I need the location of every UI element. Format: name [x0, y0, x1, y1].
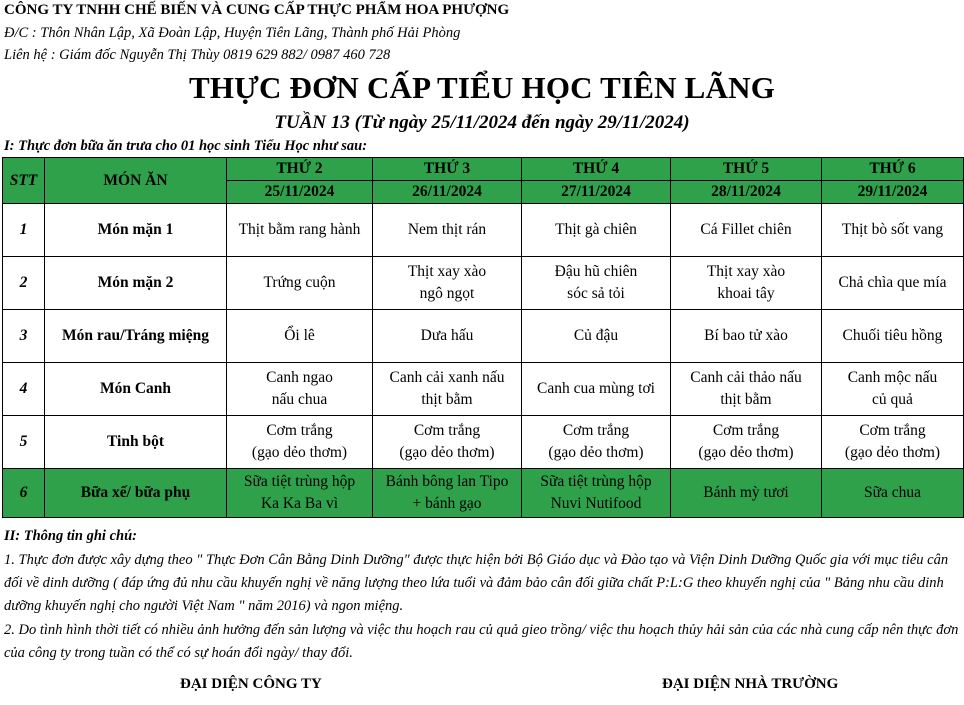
school-representative: ĐẠI DIỆN NHÀ TRƯỜNG — [662, 676, 839, 692]
section-1-heading: I: Thực đơn bữa ăn trưa cho 01 học sinh Tiểu Học như sau: — [4, 138, 368, 154]
menu-item-text: (gạo dẻo thơm) — [251, 444, 348, 461]
menu-item-text: Canh cua mùng tơi — [537, 380, 655, 397]
menu-item-text: khoai tây — [717, 285, 775, 302]
menu-item-text: Bánh bông lan Tipo — [385, 473, 509, 490]
menu-cell — [522, 204, 671, 257]
menu-cell — [671, 310, 822, 363]
menu-cell — [522, 416, 671, 469]
menu-item-text: Thịt gà chiên — [555, 221, 637, 238]
menu-table — [2, 157, 964, 518]
menu-item-text: Canh mộc nấu — [847, 369, 938, 386]
menu-cell — [227, 257, 373, 310]
menu-item-text: Cơm trắng — [562, 422, 630, 439]
dish-category: Tinh bột — [45, 416, 227, 469]
table-row — [3, 469, 964, 518]
menu-cell — [522, 363, 671, 416]
menu-item-text: Bánh mỳ tươi — [703, 484, 789, 501]
menu-cell — [227, 310, 373, 363]
menu-item-text: Canh cải thảo nấu — [690, 369, 802, 386]
menu-item-text: Thịt bằm rang hành — [238, 221, 361, 238]
menu-item-text: Canh ngao — [266, 369, 333, 386]
menu-item-text: Thịt bò sốt vang — [841, 221, 944, 238]
menu-cell — [671, 416, 822, 469]
menu-item-text: Canh cải xanh nấu — [389, 369, 505, 386]
table-row — [3, 416, 964, 469]
company-name: CÔNG TY TNHH CHẾ BIẾN VÀ CUNG CẤP THỰC PHẨM HOA PHƯỢNG — [4, 2, 510, 18]
menu-cell — [671, 257, 822, 310]
menu-item-text: thịt bằm — [720, 391, 772, 408]
row-number: 2 — [3, 257, 45, 310]
stt-header: STT — [3, 158, 45, 204]
menu-item-text: Nuvi Nutifood — [550, 495, 642, 512]
date-header: 28/11/2024 — [671, 181, 822, 204]
menu-item-text: nấu chua — [271, 391, 328, 408]
day-header: THỨ 2 — [227, 158, 373, 181]
dish-category: Món mặn 2 — [45, 257, 227, 310]
row-number: 6 — [3, 469, 45, 518]
menu-item-text: Củ đậu — [573, 327, 619, 344]
table-row — [3, 257, 964, 310]
menu-cell — [373, 416, 522, 469]
table-row — [3, 204, 964, 257]
section-2-heading: II: Thông tin ghi chú: — [4, 528, 137, 544]
note-1: 1. Thực đơn được xây dựng theo " Thực Đơn Cân Bằng Dinh Dưỡng" được thực hiện bởi Bộ Giáo dục và Đào tạo và Viện Dinh Dưỡng Quốc gia với mục tiêu cân đối về dinh dưỡng ( đáp ứng đủ nhu cầu khuyến nghị về năng lượng theo lứa tuổi và đảm bảo cân đối giữa chất P:L:G theo khuyến nghị của " Bảng nhu cầu dinh dưỡng khuyến nghị cho người Việt Nam " năm 2016) và ngon miệng. — [4, 552, 949, 614]
menu-item-text: Cơm trắng — [266, 422, 333, 439]
day-header: THỨ 4 — [522, 158, 671, 181]
menu-cell — [373, 204, 522, 257]
menu-item-text: Đậu hũ chiên — [554, 263, 638, 280]
menu-cell — [671, 363, 822, 416]
menu-cell — [227, 469, 373, 518]
company-address: Đ/C : Thôn Nhân Lập, Xã Đoàn Lập, Huyện Tiên Lãng, Thành phố Hải Phòng — [4, 25, 461, 41]
menu-cell — [822, 363, 964, 416]
date-header: 25/11/2024 — [227, 181, 373, 204]
menu-item-text: thịt bằm — [421, 391, 473, 408]
menu-cell — [522, 310, 671, 363]
menu-item-text: Dưa hấu — [420, 327, 474, 344]
menu-cell — [522, 469, 671, 518]
menu-cell — [822, 469, 964, 518]
menu-item-text: củ quả — [872, 391, 913, 408]
week-subtitle: TUẦN 13 (Từ ngày 25/11/2024 đến ngày 29/11/2024) — [274, 112, 690, 133]
menu-cell — [822, 204, 964, 257]
menu-item-text: sóc sả tỏi — [567, 285, 625, 302]
note-2: 2. Do tình hình thời tiết có nhiều ảnh hưởng đến sản lượng và việc thu hoạch rau củ quả gieo trồng/ việc thu hoạch thủy hải sản của các nhà cung cấp nên thực đơn của công ty trong tuần có thể có sự hoán đổi ngày/ thay đổi. — [4, 622, 959, 661]
menu-cell — [822, 257, 964, 310]
day-header: THỨ 6 — [822, 158, 964, 181]
menu-cell — [373, 257, 522, 310]
menu-cell — [822, 416, 964, 469]
day-header: THỨ 3 — [373, 158, 522, 181]
day-header: THỨ 5 — [671, 158, 822, 181]
table-row — [3, 363, 964, 416]
menu-item-text: (gạo dẻo thơm) — [399, 444, 495, 461]
menu-item-text: Nem thịt rán — [407, 221, 487, 238]
menu-item-text: Ka Ka Ba vì — [260, 495, 339, 512]
company-contact: Liên hệ : Giám đốc Nguyễn Thị Thùy 0819 629 882/ 0987 460 728 — [4, 47, 391, 63]
menu-cell — [822, 310, 964, 363]
menu-item-text: Bí bao tử xào — [704, 327, 788, 344]
dish-category: Bữa xế/ bữa phụ — [45, 469, 227, 518]
menu-item-text: (gạo dẻo thơm) — [698, 444, 794, 461]
dish-header: MÓN ĂN — [45, 158, 227, 204]
dish-category: Món mặn 1 — [45, 204, 227, 257]
row-number: 4 — [3, 363, 45, 416]
menu-item-text: Sữa tiệt trùng hộp — [243, 473, 356, 490]
table-row — [3, 310, 964, 363]
menu-item-text: Chuối tiêu hồng — [842, 327, 943, 344]
menu-item-text: Thịt xay xào — [706, 263, 786, 280]
dish-category: Món rau/Tráng miệng — [45, 310, 227, 363]
row-number: 5 — [3, 416, 45, 469]
menu-item-text: Ổi lê — [284, 327, 315, 344]
menu-cell — [227, 363, 373, 416]
menu-item-text: Thịt xay xào — [407, 263, 487, 280]
date-header: 27/11/2024 — [522, 181, 671, 204]
menu-item-text: (gạo dẻo thơm) — [844, 444, 941, 461]
menu-cell — [227, 204, 373, 257]
date-header: 29/11/2024 — [822, 181, 964, 204]
menu-item-text: + bánh gạo — [412, 495, 482, 512]
menu-cell — [227, 416, 373, 469]
menu-cell — [373, 363, 522, 416]
menu-cell — [373, 469, 522, 518]
row-number: 1 — [3, 204, 45, 257]
menu-item-text: (gạo dẻo thơm) — [548, 444, 644, 461]
menu-cell — [522, 257, 671, 310]
menu-item-text: Sữa tiệt trùng hộp — [540, 473, 652, 490]
menu-cell — [671, 469, 822, 518]
menu-item-text: ngô ngọt — [419, 285, 475, 302]
menu-cell — [671, 204, 822, 257]
menu-item-text: Cá Fillet chiên — [700, 221, 792, 238]
page-title: THỰC ĐƠN CẤP TIỂU HỌC TIÊN LÃNG — [188, 70, 776, 105]
menu-item-text: Cơm trắng — [712, 422, 780, 439]
dish-category: Món Canh — [45, 363, 227, 416]
menu-item-text: Cơm trắng — [413, 422, 481, 439]
menu-item-text: Trứng cuộn — [263, 274, 336, 291]
menu-item-text: Chả chìa que mía — [838, 274, 947, 291]
menu-item-text: Cơm trắng — [859, 422, 926, 439]
menu-item-text: Sữa chua — [863, 484, 922, 501]
menu-cell — [373, 310, 522, 363]
company-representative: ĐẠI DIỆN CÔNG TY — [180, 676, 322, 692]
row-number: 3 — [3, 310, 45, 363]
date-header: 26/11/2024 — [373, 181, 522, 204]
